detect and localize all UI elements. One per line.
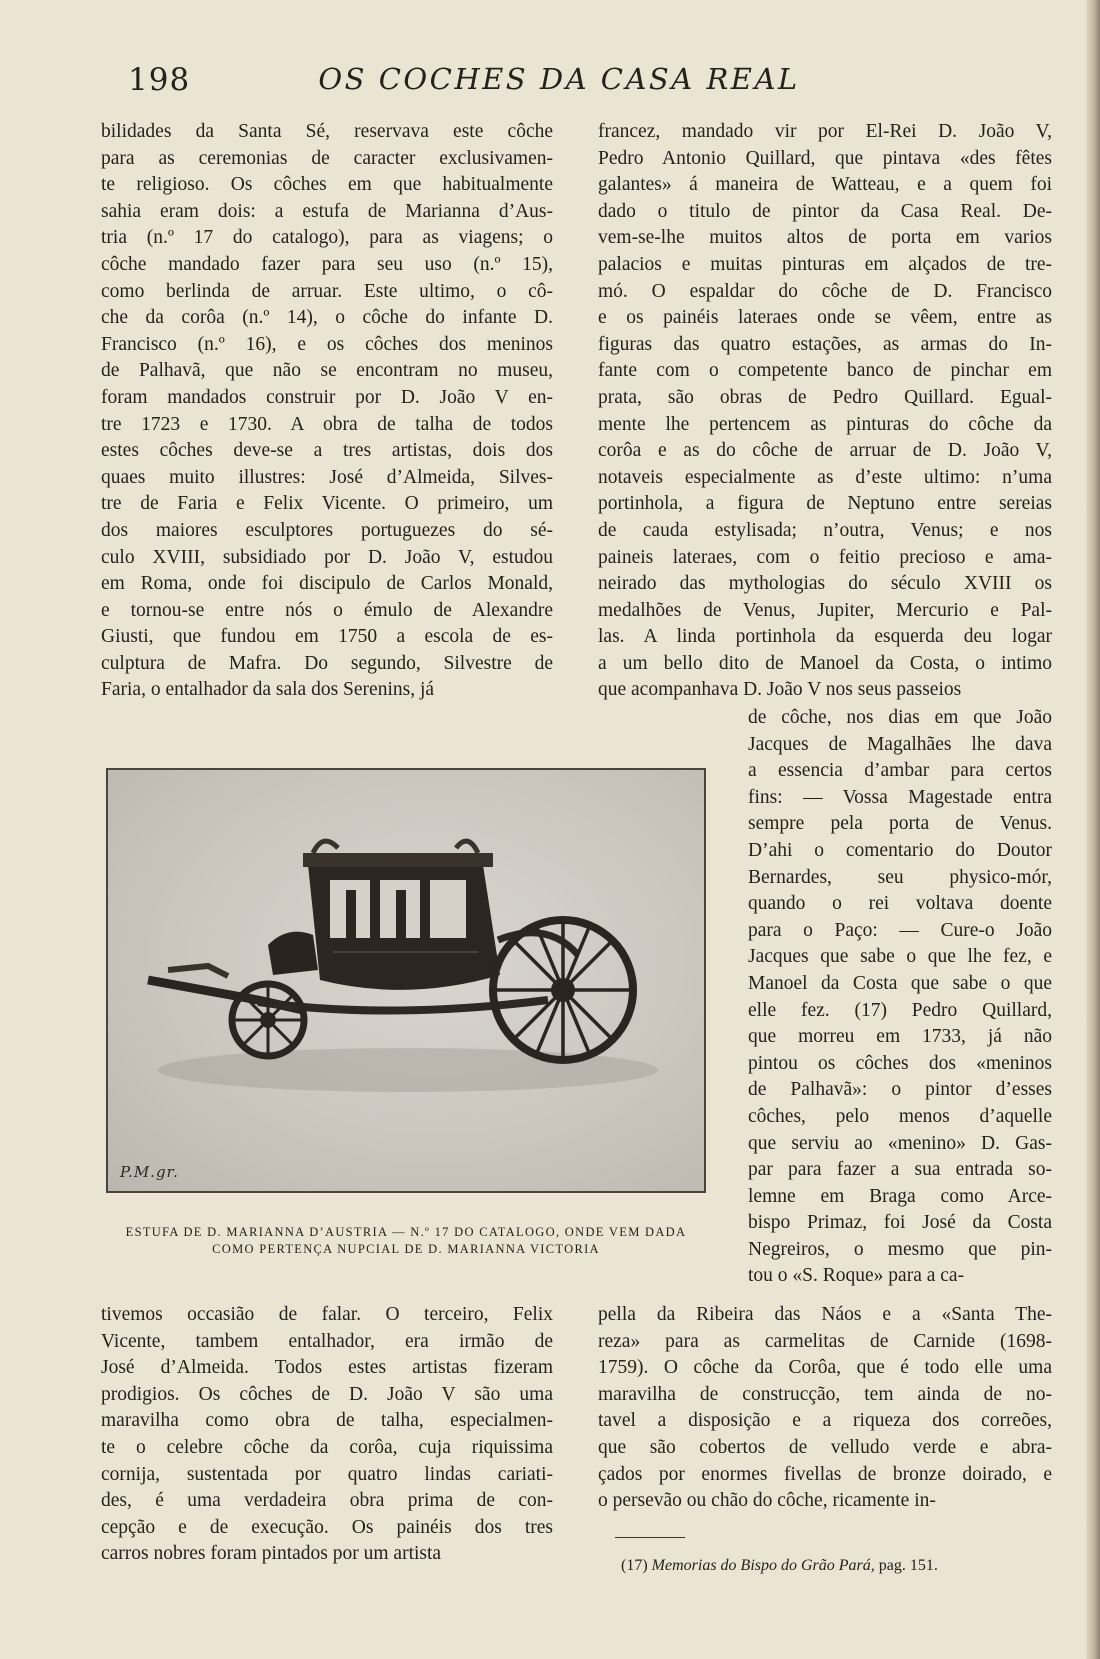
text-line: galantes» á maneira de Watteau, e a quem foi [598, 174, 1052, 196]
text-line: medalhões de Venus, Jupiter, Mercurio e Pal- [598, 599, 1052, 621]
text-line: prata, são obras de Pedro Quillard. Egual- [598, 386, 1052, 408]
text-line: Bernardes, seu physico-mór, [748, 866, 1052, 888]
text-line: côche mandado fazer para seu uso (n.º 15), [101, 253, 553, 275]
right-column-bottom [598, 1302, 1052, 1515]
text-line: dos maiores esculptores portuguezes do sé- [101, 519, 553, 541]
text-line: Faria, o entalhador da sala dos Serenins, já [101, 679, 435, 701]
engraver-mark: P.M.gr. [120, 1163, 179, 1181]
text-line: José d’Almeida. Todos estes artistas fizeram [101, 1357, 553, 1379]
footnote-page: pag. 151. [878, 1557, 938, 1574]
text-line: tre de Faria e Felix Vicente. O primeiro, um [101, 493, 553, 515]
text-line: sahia eram dois: a estufa de Marianna d’Aus- [101, 200, 553, 222]
text-line: que são cobertos de velludo verde e abra- [598, 1436, 1052, 1458]
text-line: Pedro Antonio Quillard, que pintava «des fêtes [598, 147, 1052, 169]
text-line: e tornou-se entre nós o émulo de Alexandre [101, 599, 553, 621]
text-line: bispo Primaz, foi José da Costa [748, 1212, 1052, 1234]
text-line: que acompanhava D. João V nos seus passeios [598, 679, 962, 701]
text-line: tre 1723 e 1730. A obra de talha de todos [101, 413, 553, 435]
page-edge-shadow [1086, 0, 1100, 1659]
text-line: lemne em Braga como Arce- [748, 1185, 1052, 1207]
text-line: de côche, nos dias em que João [748, 707, 1052, 728]
text-line: D’ahi o comentario do Doutor [748, 839, 1052, 861]
text-line: como berlinda de arruar. Este ultimo, o cô- [101, 280, 553, 302]
text-line: que serviu ao «menino» D. Gas- [748, 1132, 1052, 1154]
text-line: tavel a disposição e a riqueza dos correões, [598, 1410, 1052, 1432]
footnote-rule [615, 1537, 685, 1538]
text-line: te o celebre côche da corôa, cuja riquissima [101, 1436, 553, 1458]
text-line: Manoel da Costa que sabe o que [748, 972, 1052, 994]
page-number: 198 [128, 62, 191, 98]
text-line: dado o titulo de pintor da Casa Real. De- [598, 200, 1052, 222]
text-line: mente lhe pertencem as pinturas do côche da [598, 413, 1052, 435]
carriage-illustration [108, 770, 704, 1191]
text-line: tivemos occasião de falar. O terceiro, Felix [101, 1304, 553, 1325]
text-line: culptura de Mafra. Do segundo, Silvestre de [101, 652, 553, 674]
text-line: francez, mandado vir por El-Rei D. João V, [598, 121, 1052, 142]
text-line: de cauda estylisada; n’outra, Venus; e nos [598, 519, 1052, 541]
text-line: Jacques de Magalhães lhe dava [748, 733, 1052, 755]
caption-line: COMO PERTENÇA NUPCIAL DE D. MARIANNA VICTORIA [212, 1242, 600, 1256]
caption-line: ESTUFA DE D. MARIANNA D’AUSTRIA — N.º 17 DO CATALOGO, ONDE VEM DADA [125, 1225, 687, 1239]
text-line: corôa e as do côche de arruar de D. João V, [598, 440, 1052, 462]
text-line: Giusti, que fundou em 1750 a escola de es- [101, 626, 553, 648]
text-line: neirado das mythologias do século XVIII os [598, 573, 1052, 595]
text-line: Vicente, tambem entalhador, era irmão de [101, 1330, 553, 1352]
text-line: reza» para as carmelitas de Carnide (1698- [598, 1330, 1052, 1352]
text-line: de Palhavã»: o pintor d’esses [748, 1079, 1052, 1101]
text-line: que morreu em 1733, já não [748, 1026, 1052, 1048]
text-line: côches, pelo menos d’aquelle [748, 1105, 1052, 1127]
text-line: mó. O espaldar do côche de D. Francisco [598, 280, 1052, 302]
right-column-beside-figure [748, 705, 1052, 1290]
left-column-top [101, 119, 553, 704]
text-line: 1759). O côche da Corôa, que é todo elle uma [598, 1357, 1052, 1379]
carriage-photograph [106, 768, 706, 1193]
figure-caption [106, 1224, 706, 1258]
text-line: quaes muito illustres: José d’Almeida, Silves- [101, 466, 553, 488]
text-line: em Roma, onde foi discipulo de Carlos Monald, [101, 573, 553, 595]
text-line: figuras das quatro estações, as armas do In- [598, 333, 1052, 355]
text-line: e os painéis lateraes onde se vêem, entre as [598, 307, 1052, 329]
text-line: notaveis especialmente as d’este ultimo: n’uma [598, 466, 1052, 488]
text-line: portinhola, a figura de Neptuno entre sereias [598, 493, 1052, 515]
text-line: pintou os côches dos «meninos [748, 1052, 1052, 1074]
footnote [621, 1555, 1051, 1577]
text-line: te religioso. Os côches em que habitualmente [101, 174, 553, 196]
text-line: bilidades da Santa Sé, reservava este côche [101, 121, 553, 142]
text-line: sempre pela porta de Venus. [748, 813, 1052, 835]
text-line: a essencia d’ambar para certos [748, 760, 1052, 782]
footnote-source: Memorias do Bispo do Grão Pará, [651, 1557, 875, 1574]
text-line: che da corôa (n.º 14), o côche do infante D. [101, 307, 553, 329]
text-line: fins: — Vossa Magestade entra [748, 786, 1052, 808]
text-line: fante com o competente banco de pinchar em [598, 360, 1052, 382]
footnote-marker: (17) [621, 1557, 648, 1574]
text-line: Negreiros, o mesmo que pin- [748, 1238, 1052, 1260]
text-line: tou o «S. Roque» para a ca- [748, 1265, 965, 1287]
text-line: culo XVIII, subsidiado por D. João V, estudou [101, 546, 553, 568]
left-column-bottom [101, 1302, 553, 1568]
text-line: cepção e de execução. Os painéis dos tres [101, 1516, 553, 1538]
text-line: pella da Ribeira das Náos e a «Santa The- [598, 1304, 1052, 1325]
text-line: las. A linda portinhola da esquerda deu logar [598, 626, 1052, 648]
text-line: de Palhavã, que não se encontram no museu, [101, 360, 553, 382]
text-line: carros nobres foram pintados por um artista [101, 1543, 442, 1565]
text-line: vem-se-lhe muitos altos de porta em varios [598, 227, 1052, 249]
text-line: tria (n.º 17 do catalogo), para as viagens; o [101, 227, 553, 249]
text-line: des, é uma verdadeira obra prima de con- [101, 1490, 553, 1512]
running-title: OS COCHES DA CASA REAL [318, 62, 800, 96]
text-line: o persevão ou chão do côche, ricamente in- [598, 1490, 936, 1512]
text-line: çados por enormes fivellas de bronze doirado, e [598, 1463, 1052, 1485]
text-line: paineis lateraes, com o feitio precioso e ama- [598, 546, 1052, 568]
text-line: prodigios. Os côches de D. João V são uma [101, 1383, 553, 1405]
text-line: maravilha como obra de talha, especialmen- [101, 1410, 553, 1432]
text-line: palacios e muitas pinturas em alçados de tre- [598, 253, 1052, 275]
text-line: elle fez. (17) Pedro Quillard, [748, 999, 1052, 1021]
text-line: para o Paço: — Cure-o João [748, 919, 1052, 941]
text-line: par para fazer a sua entrada so- [748, 1159, 1052, 1181]
text-line: para as ceremonias de caracter exclusivamen- [101, 147, 553, 169]
text-line: quando o rei voltava doente [748, 893, 1052, 915]
text-line: foram mandados construir por D. João V en- [101, 386, 553, 408]
text-line: Jacques que sabe o que lhe fez, e [748, 946, 1052, 968]
right-column-top [598, 119, 1052, 704]
text-line: cornija, sustentada por quatro lindas cariati- [101, 1463, 553, 1485]
text-line: maravilha de construcção, tem ainda de no- [598, 1383, 1052, 1405]
text-line: a um bello dito de Manoel da Costa, o intimo [598, 652, 1052, 674]
text-line: Francisco (n.º 16), e os côches dos meninos [101, 333, 553, 355]
text-line: estes côches deve-se a tres artistas, dois dos [101, 440, 553, 462]
